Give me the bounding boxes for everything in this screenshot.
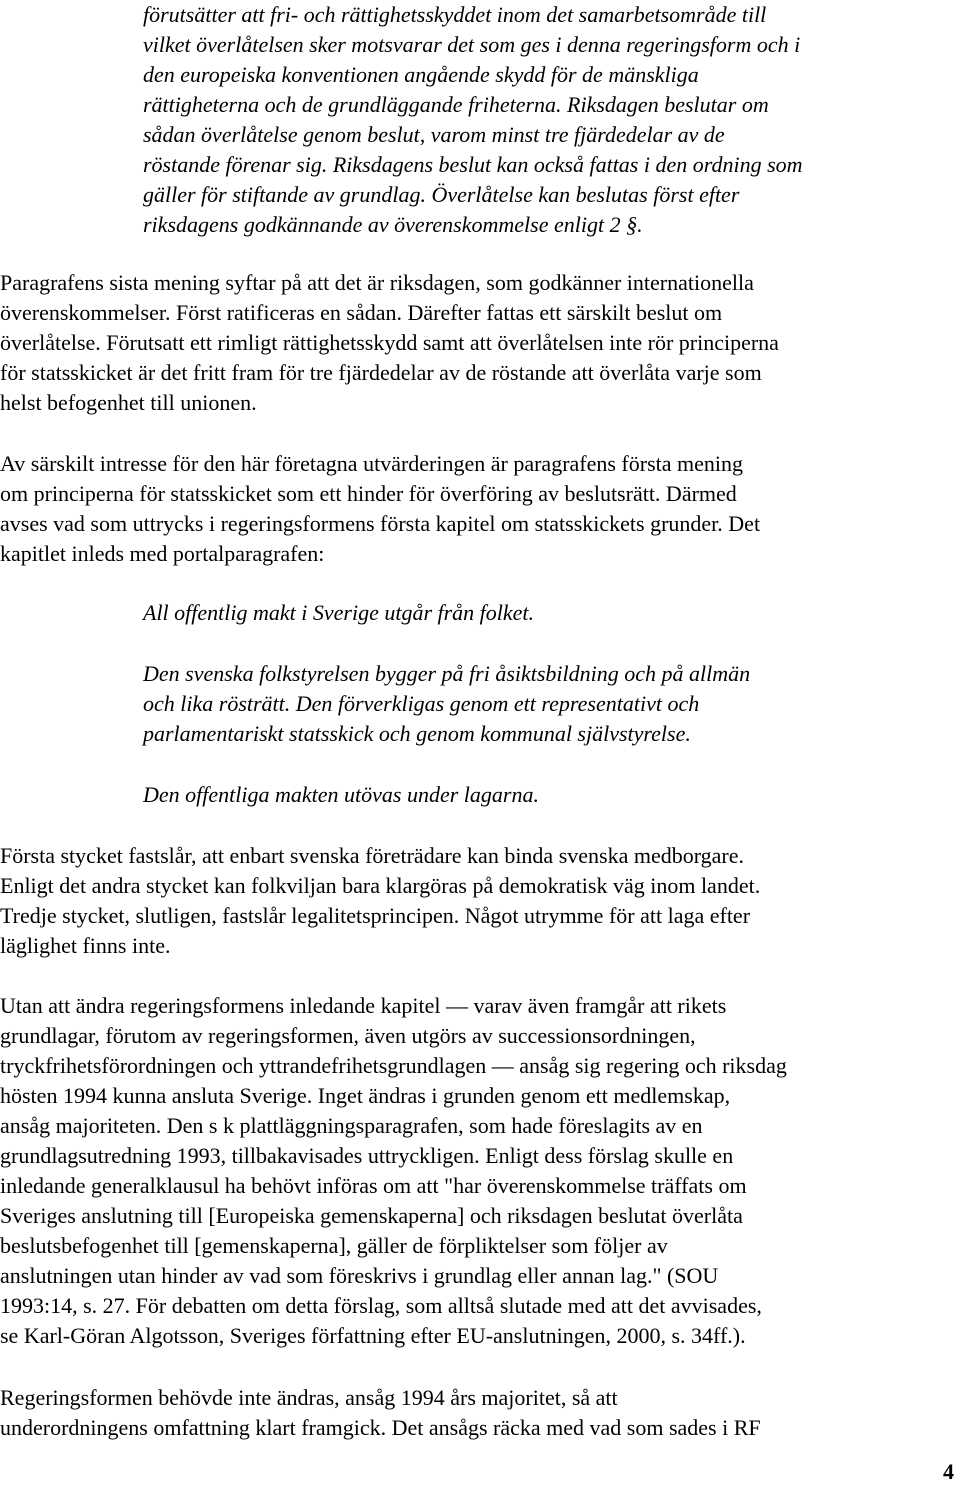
- portal-paragraph-line-2: Den svenska folkstyrelsen bygger på fri åsiktsbildning och på allmän och lika rösträtt. Den förverkligas genom ett representativt och parlamentariskt statsskick och genom kommunal självstyrelse.: [143, 661, 751, 746]
- paragraph-first-stycket: Första stycket fastslår, att enbart svenska företrädare kan binda svenska medborgare. Enligt det andra stycket kan folkviljan bara klargöras på demokratisk väg inom landet. Tredje stycket, slutligen, fastslår legalitetsprincipen. Något utrymme för att laga efter läglighet finns inte.: [0, 843, 761, 958]
- portal-paragraph-line-1: All offentlig makt i Sverige utgår från folket.: [143, 600, 535, 625]
- paragraph-special-interest: Av särskilt intresse för den här företagna utvärderingen är paragrafens första mening om principerna för statsskicket som ett hinder för överföring av beslutsrätt. Därmed avses vad som uttrycks i regeringsformens första kapitel om statsskickets grunder. Det kapitlet inleds med portalparagrafen:: [0, 451, 761, 566]
- paragraph-regeringsformen: Regeringsformen behövde inte ändras, ansåg 1994 års majoritet, så att underordningens omfattning klart framgick. Det ansågs räcka med vad som sades i RF: [0, 1385, 761, 1440]
- portal-paragraph-line-3: Den offentliga makten utövas under lagarna.: [143, 782, 539, 807]
- paragraph-explanation: Paragrafens sista mening syftar på att det är riksdagen, som godkänner internationella överenskommelser. Först ratificeras en sådan. Därefter fattas ett särskilt beslut om överlåtelse. Förutsatt ett rimligt rättighetsskydd samt att överlåtelsen inte rör principerna för statsskicket är det fritt fram för tre fjärdedelar av de röstande att överlåta varje som helst befogenhet till unionen.: [0, 270, 779, 415]
- quoted-law-text: förutsätter att fri- och rättighetsskyddet inom det samarbetsområde till vilket överlåtelsen sker motsvarar det som ges i denna regeringsform och i den europeiska konventionen angående skydd för de mänskliga rättigheterna och de grundläggande friheterna. Riksdagen beslutar om sådan överlåtelse genom beslut, varom minst tre fjärdedelar av de röstande förenar sig. Riksdagens beslut kan också fattas i den ordning som gäller för stiftande av grundlag. Överlåtelse kan beslutas först efter riksdagens godkännande av överenskommelse enligt 2 §.: [143, 2, 803, 237]
- page-number: 4: [943, 1459, 954, 1484]
- paragraph-without-changing: Utan att ändra regeringsformens inledande kapitel ― varav även framgår att rikets grundlagar, förutom av regeringsformen, även utgörs av successionsordningen, tryckfrihetsförordningen och yttrandefrihetsgrundlagen ― ansåg sig regering och riksdag hösten 1994 kunna ansluta Sverige. Inget ändras i grunden genom ett medlemskap, ansåg majoriteten. Den s k plattläggningsparagrafen, som hade föreslagits av en grundlagsutredning 1993, tillbakavisades uttryckligen. Enligt dess förslag skulle en inledande generalklausul ha behövt införas om att "har överenskommelse träffats om Sveriges anslutning till [Europeiska gemenskaperna] och riksdagen beslutat överlåta beslutsbefogenhet till [gemenskaperna], gäller de förpliktelser som följer av anslutningen utan hinder av vad som föreskrivs i grundlag eller annan lag." (SOU 1993:14, s. 27. För debatten om detta förslag, som alltså slutade med att det avvisades, se Karl-Göran Algotsson, Sveriges författning efter EU-anslutningen, 2000, s. 34ff.).: [0, 993, 787, 1348]
